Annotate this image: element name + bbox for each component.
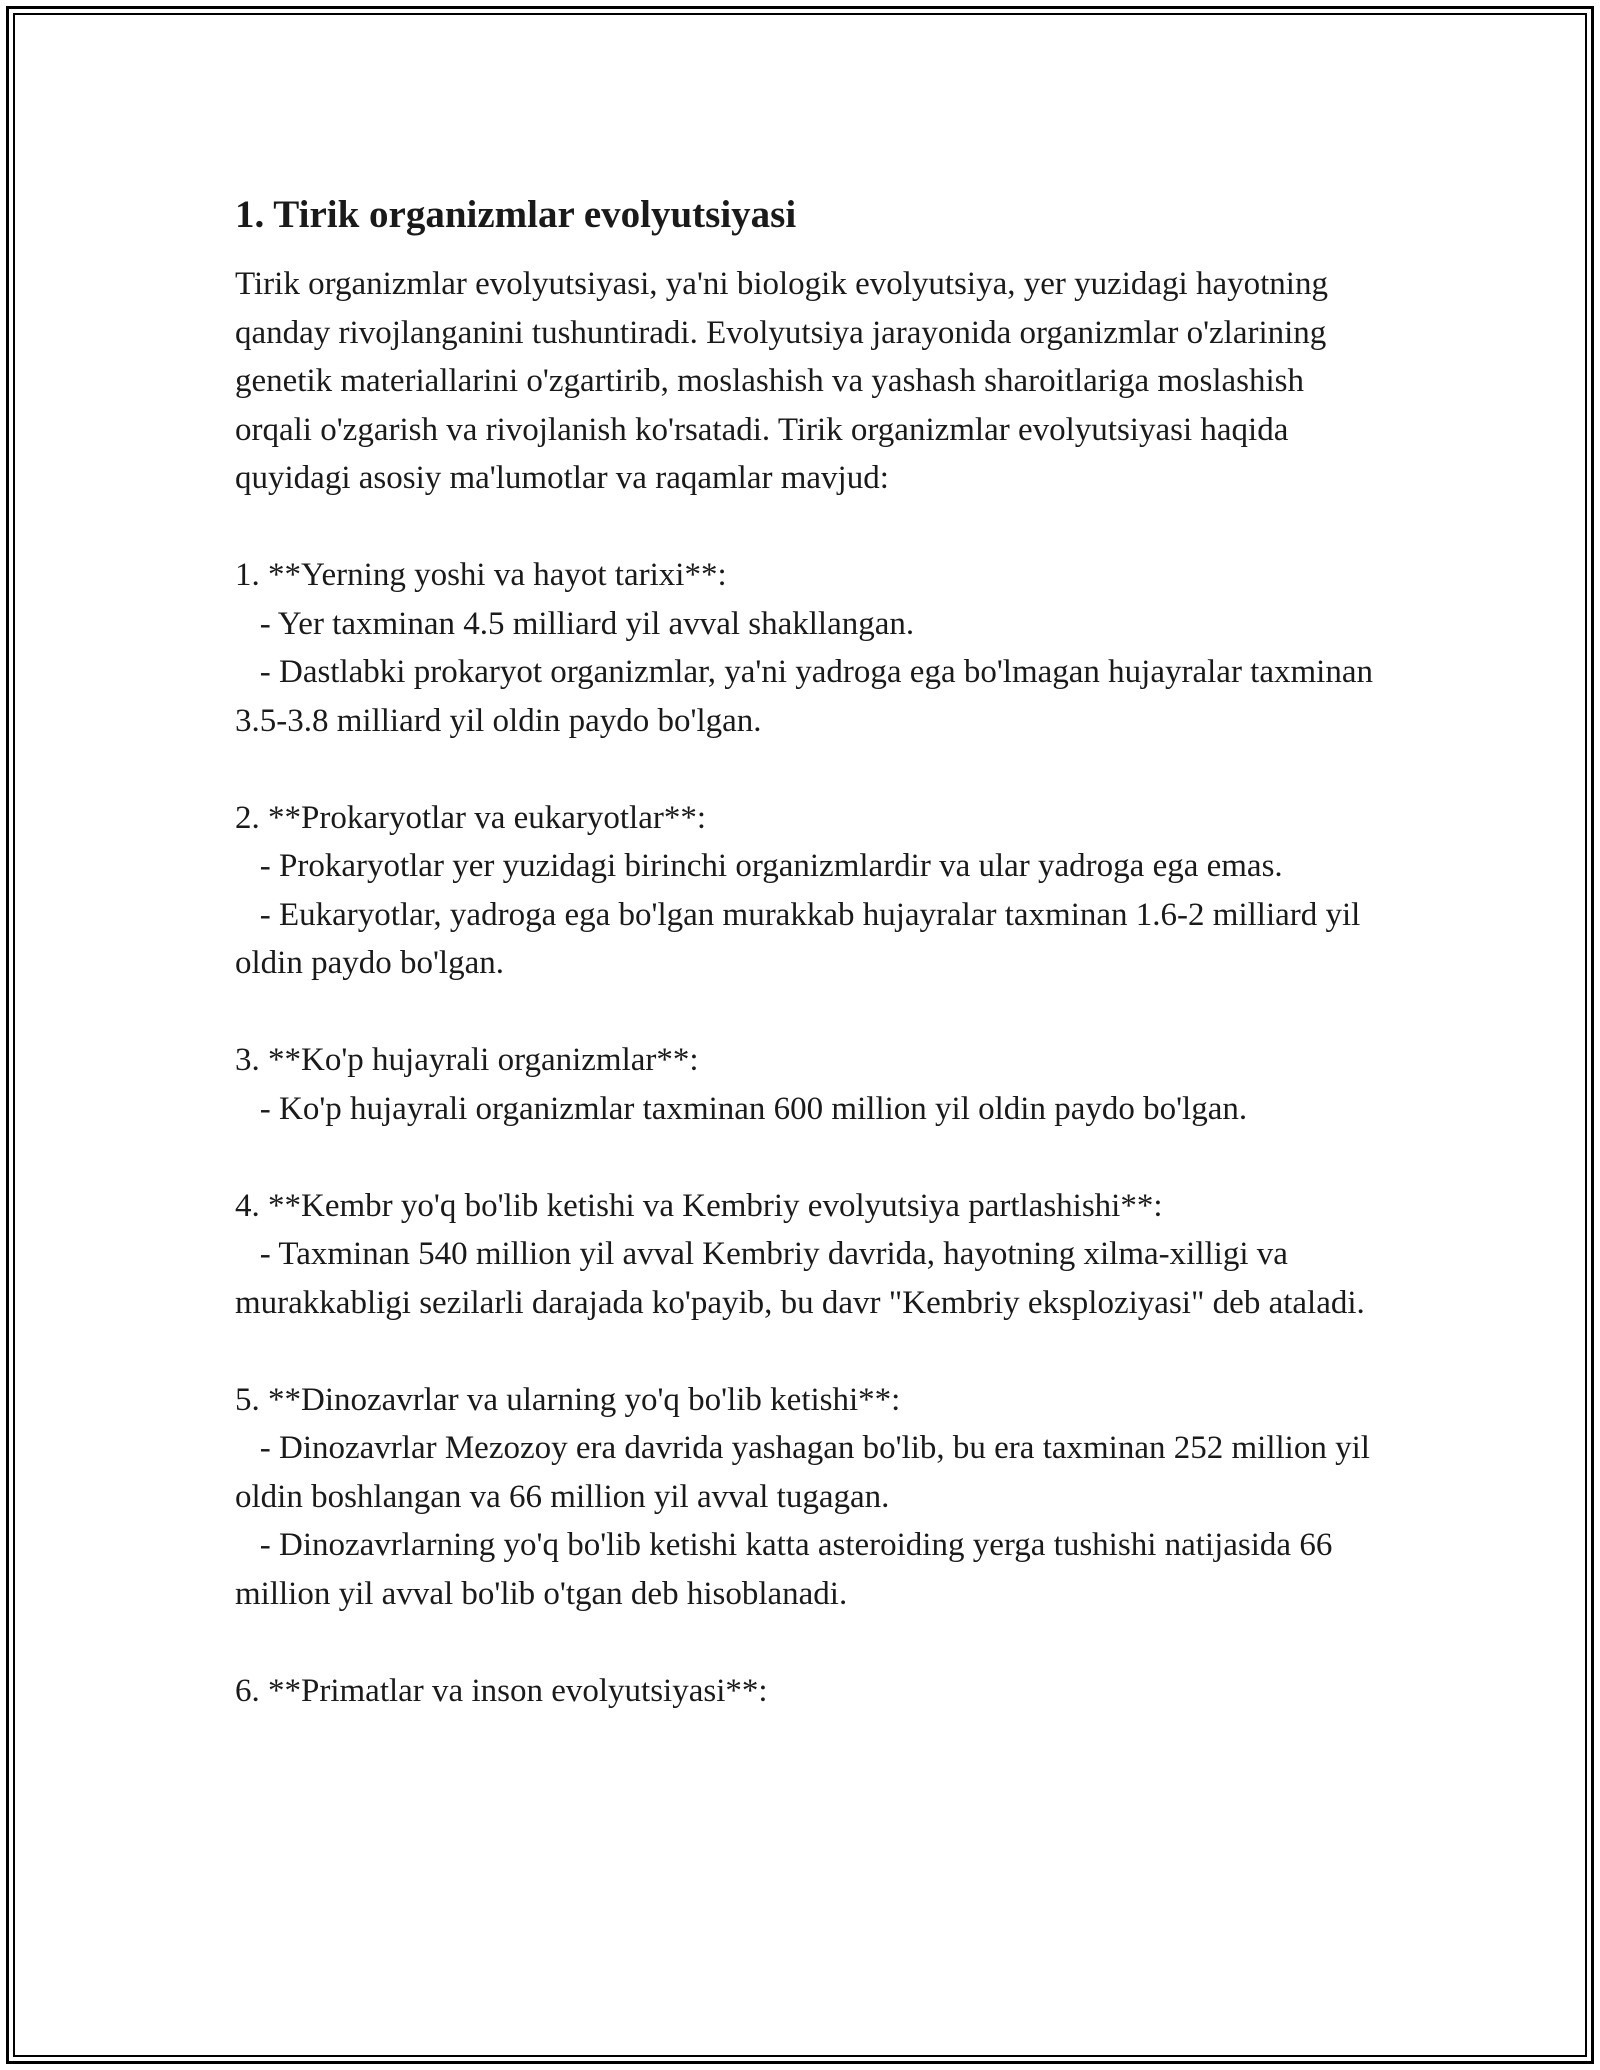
list-item: - Dinozavrlarning yo'q bo'lib ketishi katta asteroiding yerga tushishi natijasida 66 million yil avval bo'lib o'tgan deb hisoblanadi. [235, 1527, 1341, 1612]
section-1 [235, 551, 1382, 745]
spacer [235, 1618, 1375, 1667]
section-4 [235, 1182, 1375, 1328]
section-3 [235, 1036, 1375, 1133]
section-5 [235, 1376, 1379, 1619]
list-item: - Dastlabki prokaryot organizmlar, ya'ni yadroga ega bo'lmagan hujayralar taxminan 3.5-3.8 milliard yil oldin paydo bo'lgan. [235, 654, 1382, 739]
list-item: - Prokaryotlar yer yuzidagi birinchi organizmlardir va ular yadroga ega emas. [235, 848, 1283, 884]
section-heading: 6. **Primatlar va inson evolyutsiyasi**: [235, 1672, 768, 1709]
section-heading: 2. **Prokaryotlar va eukaryotlar**: [235, 799, 707, 836]
list-item: - Yer taxminan 4.5 milliard yil avval shakllangan. [235, 605, 915, 642]
list-item: - Eukaryotlar, yadroga ega bo'lgan murakkab hujayralar taxminan 1.6-2 milliard yil oldin paydo bo'lgan. [235, 896, 1369, 981]
spacer [235, 1133, 1375, 1182]
section-heading: 5. **Dinozavrlar va ularning yo'q bo'lib ketishi**: [235, 1381, 901, 1418]
section-heading: 1. **Yerning yoshi va hayot tarixi**: [235, 557, 727, 593]
section-2 [235, 794, 1375, 988]
document-body [235, 190, 1382, 1715]
list-item: - Dinozavrlar Mezozoy era davrida yashagan bo'lib, bu era taxminan 252 million yil oldin boshlangan va 66 million yil avval tugagan. [235, 1430, 1379, 1515]
document-title: 1. Tirik organizmlar evolyutsiyasi [235, 193, 797, 236]
list-item: - Ko'p hujayrali organizmlar taxminan 600 million yil oldin paydo bo'lgan. [235, 1090, 1248, 1127]
intro-paragraph: Tirik organizmlar evolyutsiyasi, ya'ni biologik evolyutsiya, yer yuzidagi hayotning qanday rivojlanganini tushuntiradi. Evolyutsiya jarayonida organizmlar o'zlarining genetik materiallarini o'zgartirib, moslashish va yashash sharoitlariga moslashish orqali o'zgarish va rivojlanish ko'rsatadi. Tirik organizmlar evolyutsiyasi haqida quyidagi asosiy ma'lumotlar va raqamlar mavjud: [235, 266, 1337, 496]
spacer [235, 503, 1375, 552]
section-6 [235, 1667, 1375, 1716]
spacer [235, 745, 1375, 794]
spacer [235, 988, 1375, 1037]
spacer [235, 1327, 1375, 1376]
section-heading: 4. **Kembr yo'q bo'lib ketishi va Kembriy evolyutsiya partlashishi**: [235, 1187, 1163, 1224]
section-heading: 3. **Ko'p hujayrali organizmlar**: [235, 1042, 699, 1078]
list-item: - Taxminan 540 million yil avval Kembriy davrida, hayotning xilma-xilligi va murakkabligi sezilarli darajada ko'payib, bu davr "Kembriy eksploziyasi" deb ataladi. [235, 1236, 1365, 1321]
